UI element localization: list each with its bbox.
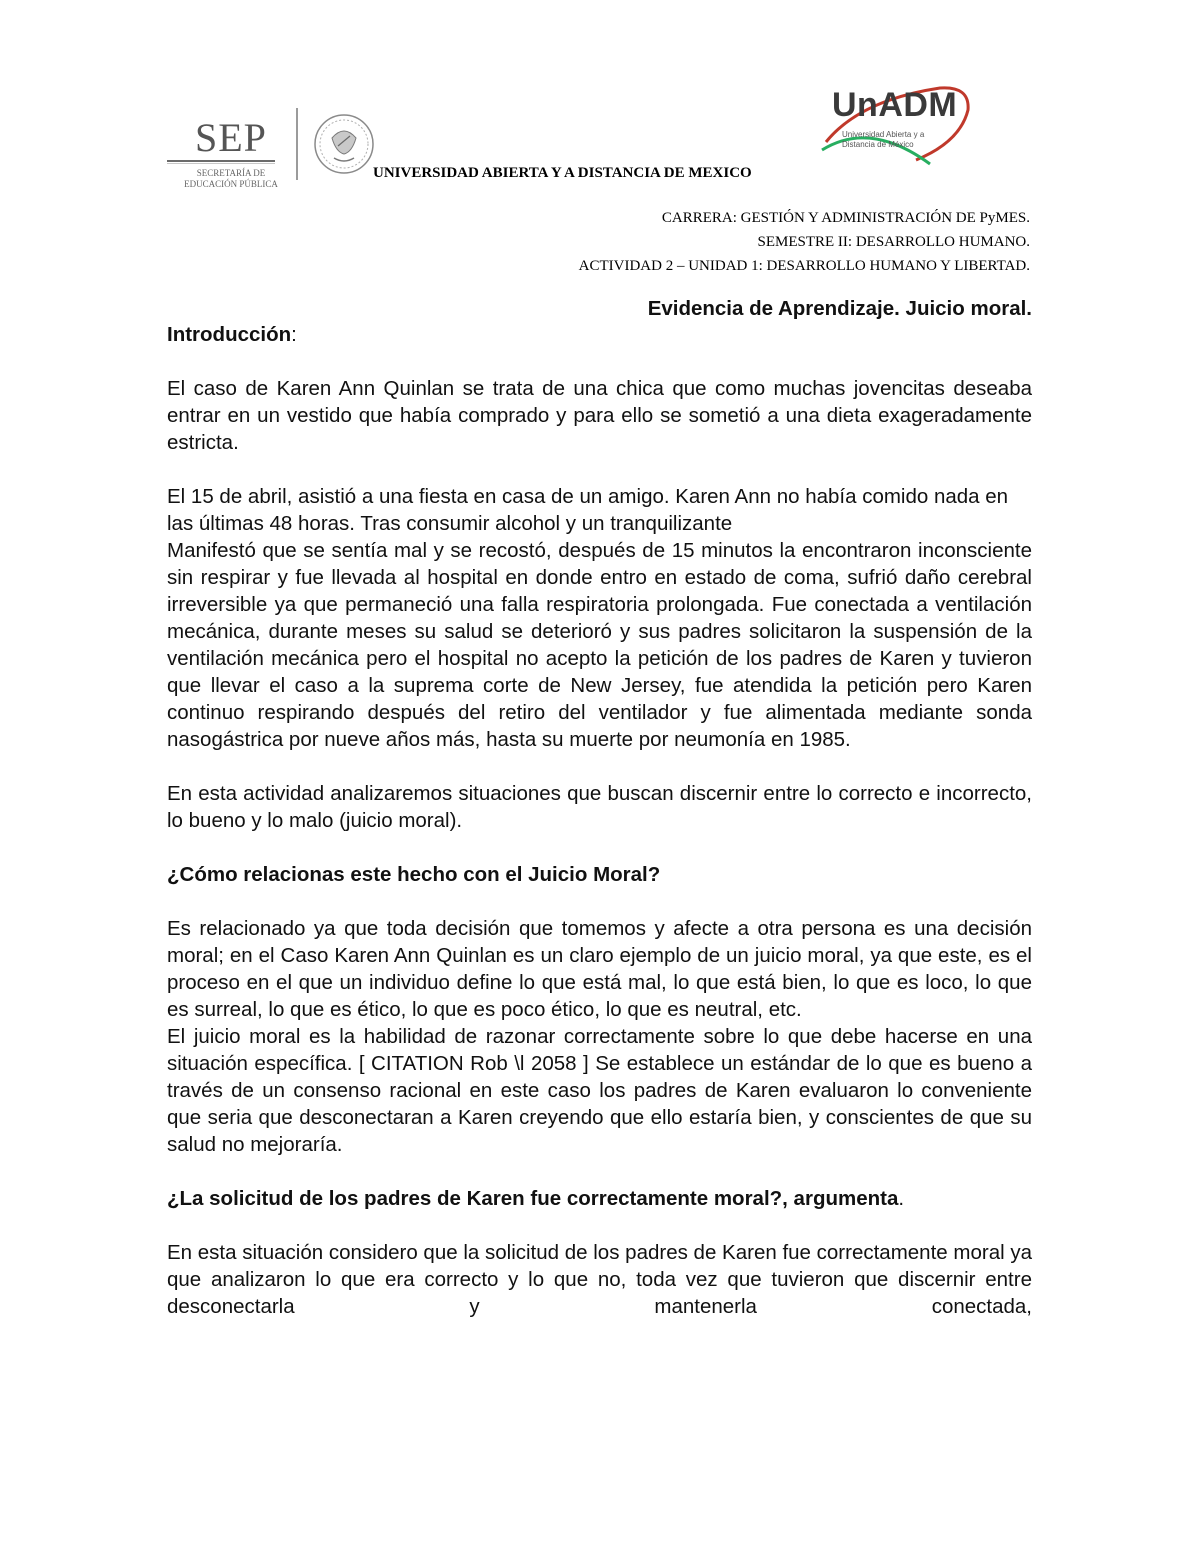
paragraph-2b: Manifestó que se sentía mal y se recostó, después de 15 minutos la encontraron inconsciente sin respirar y fue llevada al hospital en donde entro en estado de coma, sufrió daño cerebral irreversible ya que permaneció una falla respiratoria prolongada. Fue conectada a ventilación mecánica, durante meses su salud se deterioró y sus padres solicitaron la suspensión de la ventilación mecánica pero el hospital no acepto la petición de los padres de Karen y tuvieron que llevar el caso a la suprema corte de New Jersey, fue atendida la petición pero Karen continuo respirando después del retiro del ventilador y fue alimentada mediante sonda nasogástrica por nueve años más, hasta su muerte por neumonía en 1985. (167, 539, 1032, 751)
sep-logo-rule-thin (167, 163, 275, 164)
national-seal-icon (312, 108, 376, 180)
unadm-logo-text: UnADM (832, 86, 958, 124)
semester-line: SEMESTRE II: DESARROLLO HUMANO. (757, 234, 1030, 250)
course-metadata (579, 206, 1030, 278)
question-2 (167, 1185, 1032, 1212)
answer-1a: Es relacionado ya que toda decisión que tomemos y afecte a otra persona es una decisión moral; en el Caso Karen Ann Quinlan es un claro ejemplo de un juicio moral, ya que este, es el proceso en el que un individuo define lo que está mal, lo que está bien, lo que es loco, lo que es surreal, lo que es ético, lo que es poco ético, lo que es neutral, etc. (167, 917, 1032, 1021)
introduction-heading (167, 322, 1032, 348)
unadm-logo-subtitle: Universidad Abierta y a Distancia de México (842, 130, 925, 149)
document-title: Evidencia de Aprendizaje. Juicio moral. (647, 297, 1032, 320)
question-2-dot: . (898, 1187, 905, 1210)
answer-2: En esta situación considero que la solicitud de los padres de Karen fue correctamente moral ya que analizaron lo que era correcto y lo que no, toda vez que tuvieron que discernir entre desconectarla y mantenerla conectada, (167, 1241, 1032, 1318)
sep-logo-text: SEP (195, 115, 267, 160)
introduction-heading-text: Introducción (167, 323, 292, 346)
sep-logo-rule (167, 160, 275, 162)
sep-logo (165, 115, 285, 189)
activity-line: ACTIVIDAD 2 – UNIDAD 1: DESARROLLO HUMANO Y LIBERTAD. (578, 258, 1030, 274)
document-body (167, 296, 1032, 1347)
question-1: ¿Cómo relacionas este hecho con el Juicio Moral? (167, 863, 661, 886)
question-2-text: ¿La solicitud de los padres de Karen fue correctamente moral?, argumenta (167, 1187, 899, 1210)
university-title: UNIVERSIDAD ABIERTA Y A DISTANCIA DE MEXICO (373, 165, 752, 181)
logo-divider (296, 108, 298, 180)
paragraph-2a: El 15 de abril, asistió a una fiesta en casa de un amigo. Karen Ann no había comido nada en las últimas 48 horas. Tras consumir alcohol y un tranquilizante (167, 485, 1009, 535)
paragraph-3: En esta actividad analizaremos situaciones que buscan discernir entre lo correcto e incorrecto, lo bueno y lo malo (juicio moral). (167, 782, 1032, 832)
introduction-heading-colon: : (291, 323, 297, 346)
career-line: CARRERA: GESTIÓN Y ADMINISTRACIÓN DE PyMES. (661, 210, 1030, 226)
sep-logo-subtitle: SECRETARÍA DE EDUCACIÓN PÚBLICA (184, 168, 278, 189)
paragraph-1: El caso de Karen Ann Quinlan se trata de una chica que como muchas jovencitas deseaba entrar en un vestido que había comprado y para ello se sometió a una dieta exageradamente estricta. (167, 377, 1032, 454)
unadm-logo (820, 80, 980, 170)
answer-1b: El juicio moral es la habilidad de razonar correctamente sobre lo que debe hacerse en una situación específica. [ CITATION Rob \l 2058 ] Se establece un estándar de lo que es bueno a través de un consenso racional en este caso los padres de Karen evaluaron lo conveniente que seria que desconectaran a Karen creyendo que ello estaría bien, y conscientes de que su salud no mejoraría. (167, 1025, 1032, 1156)
